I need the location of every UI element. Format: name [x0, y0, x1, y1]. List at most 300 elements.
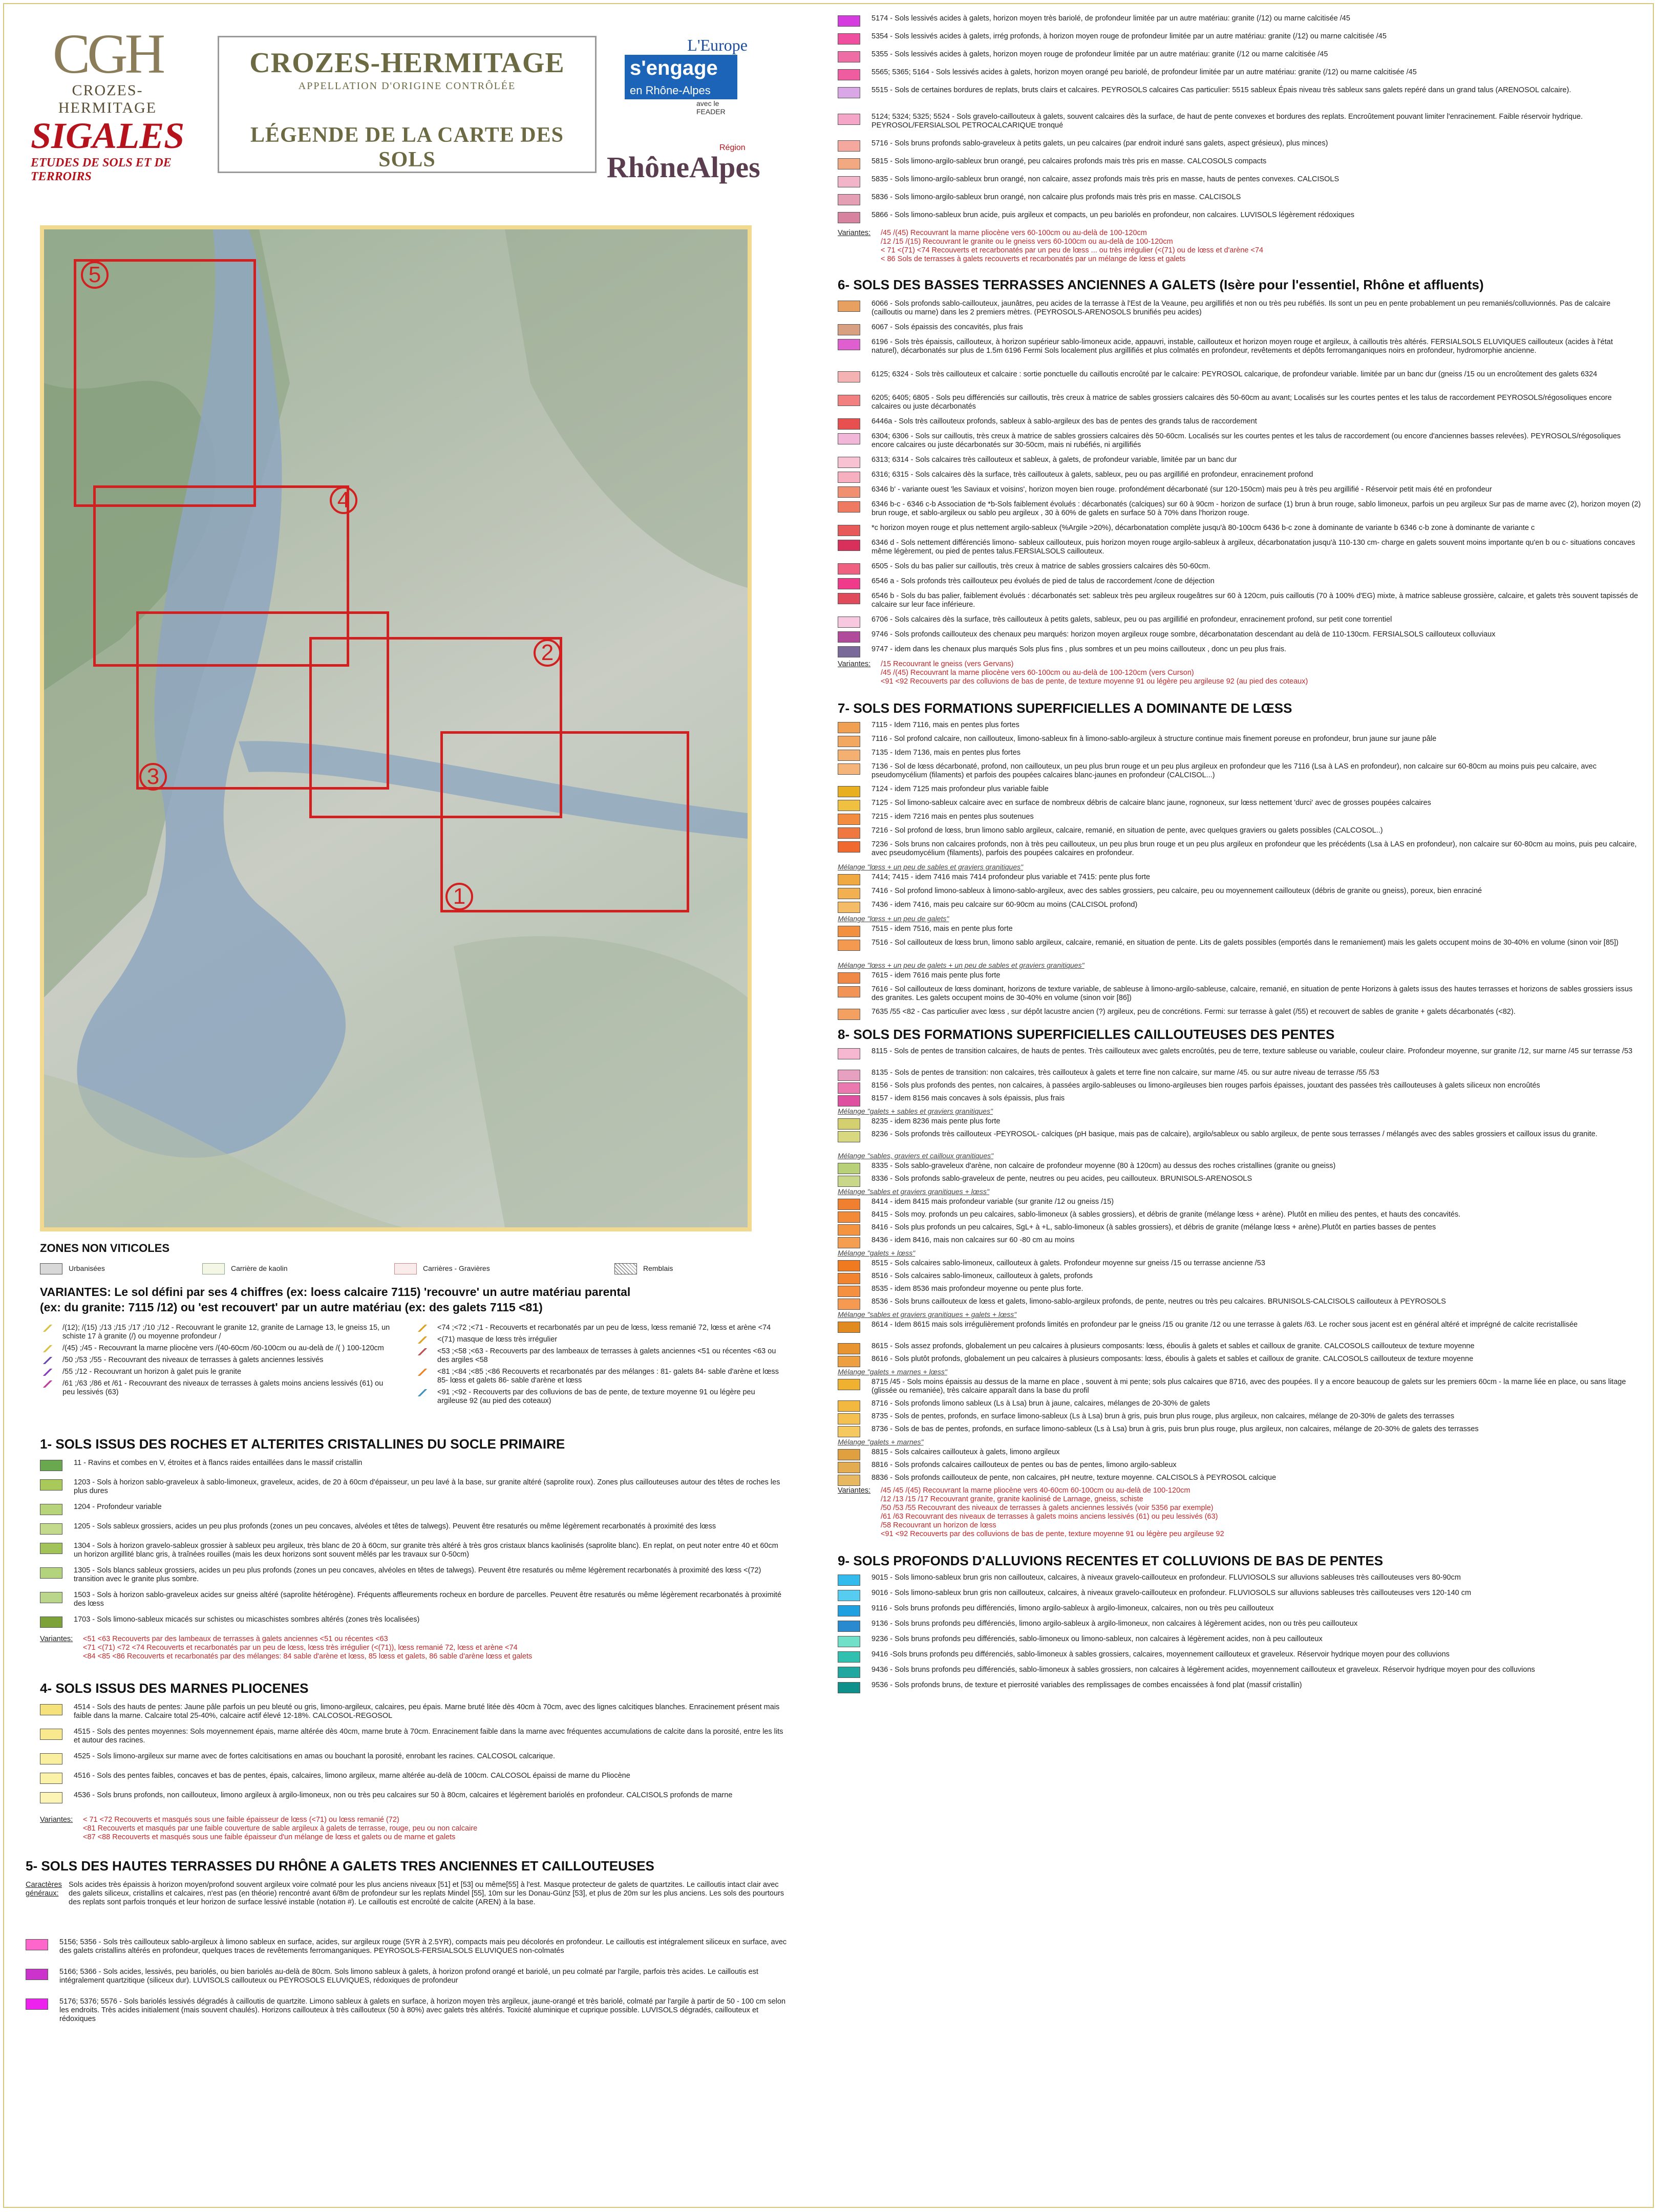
variante-intro-text: <91 ;<92 - Recouverts par des colluvions de bas de pente, de texture moyenne 91 ou légère peu argileuse 92 (au pied des coteaux): [437, 1388, 755, 1405]
legend-text: 5815 - Sols limono-argilo-sableux brun orangé, peu calcaires profonds mais très pris en masse. CALCOSOLS compacts: [871, 157, 1267, 165]
legend-swatch: [838, 763, 860, 775]
legend-item: [838, 211, 1642, 223]
variantes-label: Variantes:: [40, 1816, 73, 1824]
legend-text: 8716 - Sols profonds limono sableux (Ls à Lsa) brun à jaune, calcaires, mélanges de 20-30% de galets: [871, 1399, 1210, 1408]
variantes-label: Variantes:: [838, 229, 871, 237]
legend-item: [838, 323, 1642, 335]
map-zone-3-label: 3: [139, 763, 167, 791]
sigales-logo: [31, 115, 205, 192]
legend-text: 6125; 6324 - Sols très caillouteux et calcaire : sortie ponctuelle du cailloutis encroûté par le calcaire: PEYROSOL calcarique, de profondeur variable. limitée par un banc dur (gneiss /15 ou un encroûtement des galets 6324: [871, 370, 1598, 378]
legend-swatch: [40, 1592, 62, 1603]
legend-swatch: [838, 433, 860, 444]
soil-map-frame: [40, 225, 752, 1231]
legend-item: [838, 630, 1642, 643]
legend-swatch: [838, 1413, 860, 1424]
legend-text: 5836 - Sols limono-argilo-sableux brun orangé, non calcaire plus profonds mais très pris en masse. CALCISOLS: [871, 193, 1241, 201]
sigales-tagline: ETUDES DE SOLS ET DE TERROIRS: [31, 156, 172, 183]
legend-text: 6346 b' - variante ouest 'les Saviaux et voisins', horizon moyen bien rouge. profondément décarbonaté (sur 120-150cm) mais peu à très peu argillifié - Réservoir petit mais été en profondeur: [871, 485, 1492, 494]
legend-text: 9015 - Sols limono-sableux brun gris non caillouteux, calcaires, à niveaux gravelo-caillouteux en profondeur. FLUVIOSOLS sur alluvions sableuses très caillouteuses vers 80-90cm: [871, 1573, 1461, 1582]
variante-intro-item: [415, 1324, 783, 1332]
variantes-label: Variantes:: [40, 1635, 73, 1643]
legend-text: 6505 - Sols du bas palier sur cailloutis, très creux à matrice de sables grossiers calcaires dès 50-60cm.: [871, 562, 1210, 570]
variantes-block: [40, 1816, 788, 1842]
legend-swatch: [838, 750, 860, 761]
legend-swatch: [838, 301, 860, 312]
variante-line: /15 Recouvrant le gneiss (vers Gervans): [881, 660, 1014, 668]
legend-text: 5716 - Sols bruns profonds sablo-graveleux à petits galets, un peu calcaires (par endroit induré sans galets, aspect grésieux), plus minces): [871, 139, 1328, 147]
legend-text: 9116 - Sols bruns profonds peu différenciés, limono argilo-sableux à argilo-limoneux, calcaires, non ou très peu caillouteux: [871, 1604, 1274, 1612]
legend-text: *c horizon moyen rouge et plus nettement argilo-sableux (%Argile >20%), décarbonatation complète jusqu'à 80-100cm 6436 b-c zone à dominante de variante b 6346 c-b zone à dominante de variante c: [871, 524, 1535, 532]
cgh-monogram: CGH: [52, 23, 163, 85]
section-title: 1- SOLS ISSUS DES ROCHES ET ALTERITES CRISTALLINES DU SOCLE PRIMAIRE: [40, 1436, 565, 1452]
legend-item: [838, 113, 1642, 130]
legend-swatch: [838, 940, 860, 951]
variante-line: < 86 Sols de terrasses à galets recouverts et recarbonatés par un mélange de lœss et galets: [881, 255, 1186, 263]
zones-non-viticoles-title: ZONES NON VITICOLES: [40, 1242, 170, 1254]
legend-item: [838, 1094, 1642, 1107]
variante-intro-item: [40, 1356, 393, 1365]
variantes-intro-line1: VARIANTES: Le sol défini par ses 4 chiffres (ex: loess calcaire 7115) 'recouvre' un autre matériau parental: [40, 1285, 631, 1299]
legend-swatch: [838, 1237, 860, 1248]
legend-item: [838, 1069, 1642, 1081]
znv-urbanisees: Urbanisées: [40, 1262, 105, 1274]
legend-item: [838, 762, 1642, 780]
legend-swatch: [838, 827, 860, 839]
legend-swatch: [838, 631, 860, 643]
variantes-block: [838, 229, 1642, 264]
variantes-block: [838, 1486, 1642, 1539]
legend-item: [838, 887, 1642, 899]
variantes-right-list: [415, 1324, 783, 1409]
variante-line: <51 <63 Recouverts par des lambeaux de terrasses à galets anciennes <51 ou récentes <63: [83, 1635, 388, 1643]
mixture-label: Mélange "sables, graviers et cailloux granitiques": [838, 1152, 994, 1160]
legend-text: 6205; 6405; 6805 - Sols peu différenciés sur cailloutis, très creux à matrice de sables grossiers calcaires dès 50-60cm au avant; Localisés sur les courtes pentes et les talus de raccordement PEYROSOLS/régosoliques encore calcaires ou juste décarbonatés: [871, 394, 1612, 411]
mixture-label: Mélange "galets + lœss": [838, 1249, 916, 1257]
legend-swatch: [838, 1682, 860, 1693]
legend-swatch: [838, 1651, 860, 1663]
legend-text: 9016 - Sols limono-sableux brun gris non caillouteux, calcaires, à niveaux gravelo-caillouteux en profondeur. FLUVIOSOLS sur alluvions sableuses très caillouteuses vers 120-140 cm: [871, 1589, 1472, 1597]
legend-text: 6196 - Sols très épaissis, caillouteux, à horizon supérieur sablo-limoneux acide, appauvri, instable, caillouteux et horizon moyen rouge et argileux, à cailloutis très altérés. FERSIALSOLS ELUVIQUES caillouteux (acides à l'état naturel), décarbonatés sur plus de 1.5m 6196 Fermi Sols localement plus argillifiés et plus colmatés en profondeur, revêtements et dépôts ferromanganiques noirs en profondeur, hydromorphie ancienne.: [871, 338, 1613, 355]
legend-item: [838, 539, 1642, 556]
legend-item: [838, 394, 1642, 411]
legend-text: 5866 - Sols limono-sableux brun acide, puis argileux et compacts, un peu bariolés en profondeur, non calcaires. LUVISOLS légèrement rédoxiques: [871, 211, 1355, 219]
legend-swatch: [838, 1322, 860, 1333]
legend-swatch: [838, 1273, 860, 1284]
legend-text: 8536 - Sols bruns caillouteux de lœss et galets, limono-sablo-argileux profonds, de pente, neutres ou très peu calcaires. BRUNISOLS-CALCISOLS caillouteux à PEYROSOLS: [871, 1298, 1446, 1306]
legend-item: [838, 50, 1642, 62]
legend-text: 6546 b - Sols du bas palier, faiblement évolués : décarbonatés set: sableux très peu argileux rougeâtres sur 60 à 120cm, puis cailloutis (70 à 100% d'EG) mixte, à matrice sableuse grossière, calcaire, et galets très souvent tapissés de calcaire sur leur face inférieure.: [871, 592, 1639, 609]
legend-item: [838, 799, 1642, 811]
legend-text: 7136 - Sol de lœss décarbonaté, profond, non caillouteux, un peu plus brun rouge et un peu plus argileux en profondeur que les 7116 (Lsa à LAS en profondeur), non calcaire sur 60-80cm au moins puis peu calcaire, avec pseudomycélium (filaments) et parfois des poupées calcaires blanc-jaunes en profondeur (CALCISOL...): [871, 762, 1597, 779]
legend-swatch: [838, 578, 860, 589]
legend-item: [838, 1047, 1642, 1059]
legend-item: [838, 338, 1642, 355]
legend-swatch: [838, 902, 860, 913]
legend-swatch: [838, 1163, 860, 1174]
variante-line: /45 /45 /(45) Recouvrant la marne pliocène vers 40-60cm 60-100cm ou au-delà de 100-120cm: [881, 1486, 1190, 1495]
legend-swatch: [40, 1460, 62, 1471]
legend-swatch: [40, 1729, 62, 1740]
legend-text: 8616 - Sols plutôt profonds, globalement un peu calcaires à plusieurs composants: lœss, éboulis à galets et sables et cailloux de granite. CALCOSOLS caillouteux de texture moyenne: [871, 1355, 1474, 1363]
legend-swatch: [838, 15, 860, 27]
map-zone-4-label: 4: [330, 486, 357, 514]
legend-text: 8157 - idem 8156 mais concaves à sols épaissis, plus frais: [871, 1094, 1065, 1102]
soil-map[interactable]: [44, 229, 748, 1227]
variante-intro-item: [415, 1388, 783, 1406]
legend-item: [838, 432, 1642, 450]
title-box: [218, 36, 597, 173]
znv-swatch: [614, 1263, 637, 1274]
legend-item: [838, 1412, 1642, 1424]
legend-text: 1204 - Profondeur variable: [74, 1503, 162, 1511]
legend-swatch: [838, 1605, 860, 1617]
legend-item: [838, 370, 1642, 382]
variantes-label: Variantes:: [838, 1486, 871, 1495]
legend-title: LÉGENDE DE LA CARTE DES SOLS: [250, 123, 564, 172]
legend-swatch: [838, 563, 860, 575]
variantes-list: [881, 229, 1263, 264]
legend-swatch: [838, 841, 860, 853]
legend-text: 7236 - Sols bruns non calcaires profonds, non à très peu caillouteux, un peu plus brun rouge et un peu plus argileux en profondeur que les précédents (Lsa à LAS en profondeur), non calcaire sur 60-80cm au moins, puis peu calcaire, avec pseudomycélium (filaments), parfois des poupées calcaires en profondeur.: [871, 840, 1637, 857]
legend-item: [838, 1175, 1642, 1187]
legend-swatch: [838, 69, 860, 80]
mixture-label: Mélange "sables et graviers granitiques + galets + lœss": [838, 1310, 1017, 1318]
mixture-label: Mélange "lœss + un peu de galets + un peu de sables et graviers granitiques": [838, 961, 1084, 969]
legend-text: 9416 -Sols bruns profonds peu différenciés, sablo-limoneux à sables grossiers, calcaires, moyennement caillouteux et graveleux. Réservoir hydrique moyen pour des colluvions: [871, 1650, 1450, 1658]
legend-item: [838, 193, 1642, 205]
legend-swatch: [838, 1400, 860, 1412]
legend-swatch: [40, 1773, 62, 1784]
legend-text: 8815 - Sols calcaires caillouteux à galets, limono argileux: [871, 1448, 1060, 1456]
variantes-list: [83, 1635, 532, 1661]
legend-swatch: [838, 525, 860, 536]
legend-swatch: [838, 1176, 860, 1187]
legend-text: 5835 - Sols limono-argilo-sableux brun orangé, non calcaire, assez profonds mais très pris en masse, hauts de pentes convexes. CALCISOLS: [871, 175, 1339, 183]
legend-swatch: [838, 1224, 860, 1236]
legend-swatch: [838, 1118, 860, 1130]
legend-swatch: [838, 395, 860, 406]
map-zone-1-label: 1: [445, 883, 473, 910]
legend-item: [838, 68, 1642, 80]
legend-swatch: [40, 1479, 62, 1491]
legend-item: [838, 577, 1642, 589]
legend-item: [838, 1604, 1642, 1617]
legend-swatch: [838, 194, 860, 205]
legend-swatch: [838, 501, 860, 513]
legend-text: 9136 - Sols bruns profonds peu différenciés, limono argilo-sableux à argilo-limoneux, non calcaires à légèrement acides, non ou très peu caillouteux: [871, 1620, 1358, 1628]
variante-intro-item: [415, 1368, 783, 1385]
mixture-label: Mélange "lœss + un peu de galets": [838, 914, 949, 923]
legend-text: 5354 - Sols lessivés acides à galets, irrég profonds, à horizon moyen rouge de profondeur limitée par un autre matériau: granite (/12) ou marne calcitisée /45: [871, 32, 1387, 40]
rhone-alpes-logo: [607, 143, 760, 184]
legend-item: [838, 1259, 1642, 1271]
legend-item: [838, 1448, 1642, 1460]
legend-swatch: [838, 540, 860, 551]
legend-swatch: [838, 1475, 860, 1486]
legend-swatch: [838, 1621, 860, 1632]
znv-swatch: [40, 1263, 62, 1274]
legend-text: 9747 - idem dans les chenaux plus marqués Sols plus fins , plus sombres et un peu moins caillouteux , donc un peu plus frais.: [871, 645, 1287, 653]
legend-item: [838, 1342, 1642, 1354]
legend-text: 6304; 6306 - Sols sur cailloutis, très creux à matrice de sables grossiers calcaires dès 50-60cm. Localisés sur les courtes pentes et les talus de raccordement (ou encore d'anciennes basses relevées). PEYROSOLS/régosoliques encore calcaires ou juste décarbonatés sur 30-50cm, mais ni rubéfiés, ni argillifiés: [871, 432, 1621, 449]
legend-item: [26, 1997, 789, 2024]
legend-text: 8156 - Sols plus profonds des pentes, non calcaires, à passées argilo-sableuses ou limono-argileuses bien rouges parfois épaisses, jouxtant des passées très caillouteuses à galets siliceux non encroûtés: [871, 1081, 1540, 1090]
legend-item: [838, 1162, 1642, 1174]
legend-item: [838, 1081, 1642, 1094]
map-zone-2-label: 2: [534, 639, 561, 667]
legend-item: [838, 971, 1642, 984]
variante-line: <84 <85 <86 Recouverts et recarbonatés par des mélanges: 84 sable d'arène et lœss, 85 lœss et galets, 86 sable d'arène lœss et galets: [83, 1652, 533, 1661]
legend-text: 8735 - Sols de pentes, profonds, en surface limono-sableux (Ls à Lsa) brun à gris, puis brun plus rouge, plus argileux, non calcaires, mélange de 20-30% de galets des terrasses: [871, 1412, 1455, 1420]
legend-text: 7515 - idem 7516, mais en pente plus forte: [871, 925, 1013, 933]
legend-swatch: [838, 1462, 860, 1473]
variante-line: /58 Recouvrant un horizon de lœss: [881, 1521, 996, 1529]
legend-swatch: [838, 339, 860, 350]
legend-item: [838, 157, 1642, 169]
legend-swatch: [838, 1199, 860, 1210]
general-text: Sols acides très épaissis à horizon moyen/profond souvent argileux voire colmaté pour les plus anciens niveaux [51] et [53] ou même[55] à l'est. Masque protecteur de galets de quartzites. Le cailloutis intact clair avec des galets siliceux, cristallins et calcaires, n'est pas (en théorie) rencontré avant 6/8m de profondeur sur les replats Mindel [55], 10m sur les Donau-Günz [53], et plus de 20m sur les plus anciens. Les sols des pourtours des replats sont parfois tronqués et leur horizon de surface lessivé instable (notation #). Le cailloutis est encroûté de calcite (AREN) à la base.: [69, 1881, 784, 1906]
legend-text: 7115 - Idem 7116, mais en pentes plus fortes: [871, 721, 1019, 729]
legend-text: 5355 - Sols lessivés acides à galets, horizon moyen rouge de profondeur limitée par un autre matériau: granite (/12 ou marne calcitisée /45: [871, 50, 1328, 58]
variante-intro-text: /61 ;/63 ;/86 et /61 - Recouvrant des niveaux de terrasses à galets moins anciens lessivés (61) ou peu lessivés (63): [62, 1379, 384, 1396]
legend-swatch: [838, 1009, 860, 1020]
variante-line-icon: [415, 1369, 430, 1376]
legend-text: 7414; 7415 - idem 7416 mais 7414 profondeur plus variable et 7415: pente plus forte: [871, 873, 1151, 881]
legend-text: 7216 - Sol profond de lœss, brun limono sablo argileux, calcaire, remanié, en situation de pente, avec quelques graviers ou galets possibles (CALCOSOL..): [871, 826, 1383, 835]
variante-intro-text: /(45) ;/45 - Recouvrant la marne pliocène vers /(40-60cm /60-100cm ou au-delà de /( ) 100-120cm: [62, 1344, 384, 1352]
legend-swatch: [838, 140, 860, 152]
legend-item: [838, 1008, 1642, 1020]
legend-item: [838, 1650, 1642, 1663]
variantes-list: [881, 660, 1308, 686]
legend-swatch: [838, 51, 860, 62]
legend-swatch: [838, 722, 860, 733]
legend-text: 4515 - Sols des pentes moyennes: Sols moyennement épais, marne altérée dès 40cm, marne brute à 70cm. Enracinement faible dans la marne avec fréquentes accumulations de calcite dans la porosité, entre les lits et autour des racines.: [74, 1728, 783, 1745]
legend-text: 7215 - idem 7216 mais en pentes plus soutenues: [871, 813, 1034, 821]
legend-swatch: [40, 1753, 62, 1764]
legend-text: 7436 - idem 7416, mais peu calcaire sur 60-90cm au moins (CALCISOL profond): [871, 901, 1138, 909]
legend-text: 8736 - Sols de bas de pentes, profonds, en surface limono-sableux (Ls à Lsa) brun à gris, puis brun plus rouge, plus argileux, non calcaires, mélange de 20-30% de galets des terrasses: [871, 1425, 1479, 1433]
legend-swatch: [838, 1636, 860, 1647]
variante-intro-item: [415, 1347, 783, 1365]
legend-swatch: [40, 1704, 62, 1715]
legend-swatch: [838, 1299, 860, 1310]
mixture-label: Mélange "lœss + un peu de sables et graviers granitiques": [838, 863, 1024, 871]
legend-item: [838, 1635, 1642, 1647]
legend-swatch: [26, 1969, 48, 1980]
legend-text: 1503 - Sols à horizon sablo-graveleux acides sur gneiss altéré (saprolite hétérogène). Fréquents affleurements rocheux en bordure de parcelles. Peuvent être resaturés ou même légèrement recarbonatés à proximité des lœss: [74, 1591, 782, 1608]
legend-item: [838, 139, 1642, 152]
legend-swatch: [838, 1070, 860, 1081]
variante-intro-item: [40, 1344, 393, 1353]
variante-line: < 71 <72 Recouverts et masqués sous une faible épaisseur de lœss (<71) ou lœss remanié (72): [83, 1816, 399, 1824]
legend-text: 7124 - idem 7125 mais profondeur plus variable faible: [871, 785, 1049, 793]
legend-text: 1304 - Sols à horizon gravelo-sableux grossier à sableux peu argileux, très blanc de 20 à 60cm, sur granite très altéré à très gros cristaux blancs kaolinisés (saprolite blanc). En replat, on peut noter entre 40 et 60cm un horizon argillité blanc gris, à traînées rouilles (mais les deux horizons sont souvent mêlés par les travaux sur 0-50cm): [74, 1542, 778, 1559]
legend-item: [40, 1566, 788, 1584]
crozes-hermitage-logo: [26, 23, 189, 116]
legend-text: 9436 - Sols bruns profonds peu différenciés, sablo-limoneux à sables grossiers, non calcaires à légèrement acides, moyennement caillouteux et graveleux. Réservoir hydrique moyen pour des colluvions: [871, 1666, 1535, 1674]
legend-text: 8415 - Sols moy. profonds un peu calcaires, sablo-limoneux (à sables grossiers), et débris de granite (mélange lœss + arène). Plutôt en milieu des pentes, et hauts des concavités.: [871, 1210, 1461, 1219]
znv-swatch: [394, 1263, 417, 1274]
legend-text: 6546 a - Sols profonds très caillouteux peu évolués de pied de talus de raccordement /cone de déjection: [871, 577, 1215, 585]
legend-text: 8336 - Sols profonds sablo-graveleux de pente, neutres ou peu acides, peu caillouteux. BRUNISOLS-ARENOSOLS: [871, 1175, 1252, 1183]
section-title: 4- SOLS ISSUS DES MARNES PLIOCENES: [40, 1681, 309, 1696]
legend-text: 6313; 6314 - Sols calcaires très caillouteux et sableux, à galets, de profondeur variable, limitée par un banc dur: [871, 456, 1237, 464]
legend-text: 7125 - Sol limono-sableux calcaire avec en surface de nombreux débris de calcaire blanc jaune, rognoneux, sur lœss nettement 'durci' avec de grosses poupées calcaires: [871, 799, 1431, 807]
legend-item: [838, 925, 1642, 937]
variantes-intro-line2: (ex: du granite: 7115 /12) ou 'est recouvert' par un autre matériau (ex: des galets 7115 <81): [40, 1301, 543, 1314]
legend-swatch: [838, 986, 860, 997]
legend-item: [838, 417, 1642, 430]
legend-item: [838, 1573, 1642, 1586]
variante-intro-item: [415, 1335, 783, 1344]
legend-item: [838, 300, 1642, 317]
legend-item: [838, 1272, 1642, 1284]
legend-item: [838, 1620, 1642, 1632]
legend-swatch: [26, 1998, 48, 2010]
legend-swatch: [838, 646, 860, 657]
legend-item: [838, 1223, 1642, 1236]
legend-item: [40, 1752, 788, 1764]
variante-intro-text: <53 ;<58 ;<63 - Recouverts par des lambeaux de terrasses à galets anciennes <51 ou récentes <63 ou des argiles <58: [437, 1347, 776, 1364]
legend-item: [838, 1117, 1642, 1130]
legend-text: 4536 - Sols bruns profonds, non caillouteux, limono argileux à argilo-limoneux, non ou très peu calcaires sur 50 à 80cm, calcaires et légèrement bariolés en profondeur. CALCISOLS profonds de marne: [74, 1791, 733, 1799]
legend-text: 7116 - Sol profond calcaire, non caillouteux, limono-sableux fin à limono-sablo-argileux à structure continue mais finement poreuse en profondeur, brun jaune sur jaune pâle: [871, 735, 1437, 743]
legend-swatch: [838, 87, 860, 98]
legend-item: [838, 749, 1642, 761]
legend-text: 5174 - Sols lessivés acides à galets, horizon moyen très bariolé, de profondeur limitée par un autre matériau: granite (/12) ou marne calcitisée /45: [871, 14, 1350, 23]
variante-line: <91 <92 Recouverts par des colluvions de bas de pente, texture moyenne 91 ou légère peu argileuse 92: [881, 1530, 1224, 1538]
legend-item: [40, 1478, 788, 1496]
eu-line1: L'Europe: [687, 36, 748, 54]
legend-item: [838, 14, 1642, 27]
legend-item: [838, 1425, 1642, 1437]
legend-item: [838, 840, 1642, 858]
legend-swatch: [838, 926, 860, 937]
legend-item: [838, 1378, 1642, 1395]
legend-swatch: [838, 1343, 860, 1354]
region-name: RhôneAlpes: [607, 151, 760, 184]
legend-text: 4516 - Sols des pentes faibles, concaves et bas de pentes, épais, calcaires, limono argileux, marne altérée au-delà de 100cm. CALCOSOL épaissi de marne du Pliocène: [74, 1772, 630, 1780]
legend-text: 6346 b-c - 6346 c-b Association de *b-Sols faiblement évolués : décarbonatés (calciques) sur 60 à 90cm - horizon de surface (1) brun à brun rouge, sablo limoneux, parfois un peu argileux Sur pas de marne avec (2), horizon moyen (2) brun rouge, et sablo-argileux ou sablo peu argileux , 30 à 60% de galets en surface 50 à 70% dans l'horizon rouge.: [871, 500, 1641, 517]
variante-line-icon: [415, 1389, 430, 1396]
variante-line-icon: [40, 1380, 55, 1388]
legend-item: [838, 901, 1642, 913]
variante-intro-text: /(12); /(15) ;/13 ;/15 ;/17 ;/10 ;/12 - Recouvrant le granite 12, granite de Larnage 13, le gneiss 15, un schiste 17 à granite (/) ou moyenne profondeur /: [62, 1324, 390, 1341]
legend-item: [40, 1791, 788, 1803]
znv-swatch: [202, 1263, 225, 1274]
variante-intro-text: <(71) masque de lœss très irrégulier: [437, 1335, 558, 1344]
legend-item: [838, 645, 1642, 657]
legend-item: [838, 1285, 1642, 1297]
legend-item: [838, 873, 1642, 885]
legend-swatch: [838, 212, 860, 223]
legend-text: 8816 - Sols profonds calcaires caillouteux de pentes ou bas de pentes, limono argilo-sableux: [871, 1461, 1177, 1469]
legend-item: [838, 939, 1642, 951]
legend-text: 5124; 5324; 5325; 5524 - Sols gravelo-caillouteux à galets, souvent calcaires dès la surface, de haut de pente convexes et bordures des replats. Encroûtement pouvant limiter l'enracinement. Faible réservoir hydrique. PEYROSOL/FERSIALSOL PETROCALCARIQUE tronqué: [871, 113, 1583, 130]
legend-swatch: [838, 1356, 860, 1367]
legend-text: 8416 - Sols plus profonds un peu calcaires, SgL+ à +L, sablo-limoneux (à sables grossiers), et débris de granite (mélange lœss + arène).Plutôt en parties basses de pentes: [871, 1223, 1436, 1231]
legend-text: 7416 - Sol profond limono-sableux à limono-sablo-argileux, avec des sables grossiers, peu calcaire, peu ou moyennement caillouteux (débris de granite ou gneiss), poreux, bien enraciné: [871, 887, 1482, 895]
legend-text: 6066 - Sols profonds sablo-caillouteux, jaunâtres, peu acides de la terrasse à l'Est de la Veaune, peu argillifiés et non ou très peu rubéfiés. Ils sont un peu en pente probablement un peu remaniés/colluvionnés. Pas de calcaire (cailloutis ou marne) dans les 2 premiers mètres. (PEYROSOLS-ARENOSOLS brunifiés peu acides): [871, 300, 1611, 316]
variante-intro-text: /55 ;/12 - Recouvrant un horizon à galet puis le granite: [62, 1368, 242, 1376]
legend-text: 11 - Ravins et combes en V, étroites et à flancs raides entaillées dans le massif cristallin: [74, 1459, 363, 1467]
legend-swatch: [838, 593, 860, 604]
section-general: [26, 1881, 789, 1907]
legend-swatch: [40, 1504, 62, 1515]
legend-text: 7516 - Sol caillouteux de lœss brun, limono sablo argileux, calcaire, remanié, en situation de pente. Lits de galets possibles (emportés dans le remaniement) mais les galets occupent moins de 30-40% en volume (sinon voir [85]): [871, 939, 1619, 947]
legend-item: [838, 592, 1642, 609]
legend-item: [838, 524, 1642, 536]
variantes-block: [40, 1635, 788, 1661]
section-title: 8- SOLS DES FORMATIONS SUPERFICIELLES CAILLOUTEUSES DES PENTES: [838, 1027, 1335, 1042]
legend-swatch: [838, 1379, 860, 1390]
variante-intro-text: <74 ;<72 ;<71 - Recouverts et recarbonatés par un peu de lœss, lœss remanié 72, lœss et arène <74: [437, 1324, 771, 1332]
znv-remblais: Remblais: [614, 1262, 673, 1274]
legend-item: [838, 1198, 1642, 1210]
legend-text: 6067 - Sols épaissis des concavités, plus frais: [871, 323, 1023, 331]
legend-item: [838, 1474, 1642, 1486]
legend-item: [26, 1938, 789, 1955]
legend-text: 4525 - Sols limono-argileux sur marne avec de fortes calcitisations en amas ou bouchant la porosité, enrobant les racines. CALCOSOL calcarique.: [74, 1752, 556, 1760]
eu-line4: avec le FEADER: [696, 99, 726, 116]
legend-text: 1203 - Sols à horizon sablo-graveleux à sablo-limoneux, graveleux, acides, de 20 à 60cm d'épaisseur, un peu lavé à la base, sur granite altéré (saprolite roux). Zones plus caillouteuses autour des têtes de roches les plus dures: [74, 1478, 780, 1495]
legend-item: [40, 1615, 788, 1628]
legend-item: [838, 1236, 1642, 1248]
variante-line: <91 <92 Recouverts par des colluvions de bas de pente, de texture moyenne 91 ou légère peu argileuse 92 (au pied des coteaux): [881, 677, 1308, 686]
legend-swatch: [838, 972, 860, 984]
legend-item: [838, 615, 1642, 628]
legend-swatch: [838, 800, 860, 811]
legend-text: 7635 /55 <82 - Cas particulier avec lœss , sur dépôt lacustre ancien (?) argileux, peu de concrétions. Fermi: sur terrasse à galet (/55) et recouvert de sables de granite + galets décarbonatés (<82).: [871, 1008, 1516, 1016]
variante-intro-item: [40, 1368, 393, 1376]
variante-line-icon: [40, 1357, 55, 1364]
legend-item: [838, 1681, 1642, 1693]
logo-text: CROZES-HERMITAGE: [58, 82, 157, 116]
legend-swatch: [838, 1211, 860, 1223]
legend-swatch: [838, 874, 860, 885]
legend-text: 8436 - idem 8416, mais non calcaires sur 60 -80 cm au moins: [871, 1236, 1075, 1244]
legend-text: 9746 - Sols profonds caillouteux des chenaux peu marqués: horizon moyen argileux rouge sombre, décarbonatation descendant au delà de 110-130cm. FERSIALSOLS caillouteux colluviaux: [871, 630, 1496, 639]
mixture-label: Mélange "galets + marnes": [838, 1438, 924, 1446]
legend-item: [838, 1461, 1642, 1473]
mixture-label: Mélange "sables et graviers granitiques + lœss": [838, 1187, 989, 1196]
legend-swatch: [838, 1260, 860, 1271]
variante-line: /50 /53 /55 Recouvrant des niveaux de terrasses à galets anciennes lessivés (voir 5356 par exemple): [881, 1504, 1214, 1512]
map-zone-5[interactable]: [74, 259, 256, 507]
legend-text: 8516 - Sols calcaires sablo-limoneux, caillouteux à galets, profonds: [871, 1272, 1093, 1280]
variante-line: /12 /15 /(15) Recouvrant le granite ou le gneiss vers 60-100cm ou au-delà de 100-120cm: [881, 238, 1173, 246]
legend-item: [838, 471, 1642, 483]
legend-text: 8335 - Sols sablo-graveleux d'arène, non calcaire de profondeur moyenne (80 à 120cm) au dessus des roches cristallines (granite ou gneiss): [871, 1162, 1336, 1170]
variante-line: /45 /(45) Recouvrant la marne pliocène vers 60-100cm ou au-delà de 100-120cm: [881, 229, 1147, 237]
legend-text: 6446a - Sols très caillouteux profonds, sableux à sablo-argileux des bas de pentes des grands talus de raccordement: [871, 417, 1257, 426]
map-zone-1[interactable]: [440, 731, 689, 912]
legend-swatch: [40, 1523, 62, 1535]
variante-line: <71 <(71) <72 <74 Recouverts et recarbonatés par un peu de lœss, lœss très irrégulier (<(71)), lœss remanié 72, lœss et arène <74: [83, 1644, 518, 1652]
legend-swatch: [838, 1082, 860, 1094]
legend-text: 5166; 5366 - Sols acides, lessivés, peu bariolés, ou bien bariolés au-delà de 80cm. Sols limono sableux à galets, à horizon profond orangé et bariolé, un peu colmaté par l'argile, parfois très acides. Le cailloutis est intégralement quartzitique (siliceux dur). LUVISOLS caillouteux ou PEYROSOLS ELUVIQUES, rédoxiques de profondeur: [59, 1968, 758, 1985]
legend-swatch: [838, 1667, 860, 1678]
variante-line: /61 /63 Recouvrant des niveaux de terrasses à galets moins anciens lessivés (61) ou peu lessivés (63): [881, 1513, 1218, 1521]
legend-swatch: [838, 457, 860, 468]
znv-kaolin: Carrière de kaolin: [202, 1262, 288, 1274]
legend-text: 8515 - Sols calcaires sablo-limoneux, caillouteux à galets. Profondeur moyenne sur gneiss /15 ou terrasse ancienne /53: [871, 1259, 1265, 1267]
legend-swatch: [838, 1449, 860, 1460]
legend-item: [838, 1130, 1642, 1142]
legend-item: [838, 456, 1642, 468]
legend-text: 6706 - Sols calcaires dès la surface, très caillouteux à petits galets, sableux, peu ou pas argillifié en profondeur, enracinement profond, sur petit cone torrentiel: [871, 615, 1392, 624]
